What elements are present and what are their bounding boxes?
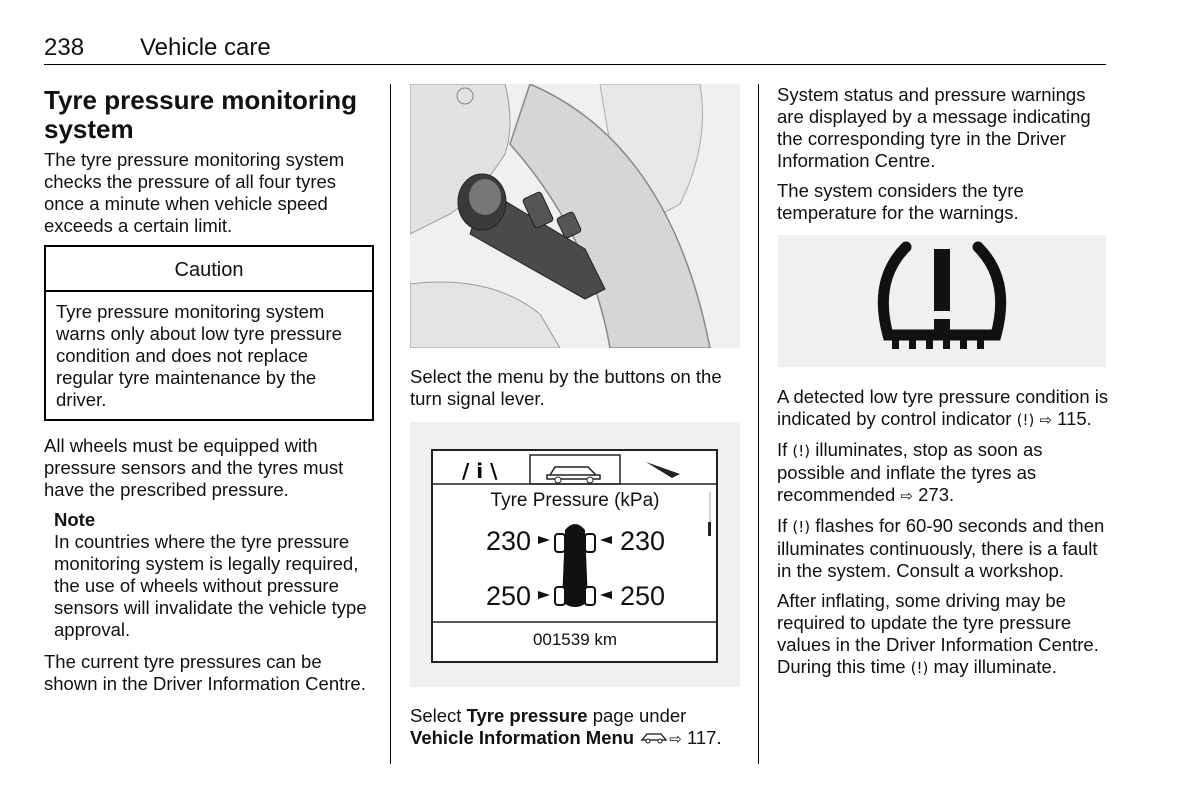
select-instruction: Select Tyre pressure page under Vehicle Information Menu ⇨ 117.	[410, 705, 722, 748]
arrow-reference-icon: ⇨	[1039, 411, 1053, 429]
vehicle-info-menu-label: Vehicle Information Menu	[410, 727, 635, 748]
front-left-pressure: 230	[486, 526, 532, 556]
illuminates-paragraph: If (!) illuminates, stop as soon as possible and inflate the tyres as recommended ⇨ 273.	[777, 439, 1043, 505]
status-paragraph: System status and pressure warnings are displayed by a message indicating the corresponding tyre in the Driver Information Centre.	[777, 84, 1091, 171]
temperature-paragraph: The system considers the tyre temperature for the warnings.	[777, 180, 1024, 223]
display-title: Tyre Pressure (kPa)	[490, 490, 660, 511]
column-1	[44, 86, 374, 703]
odometer: 001539 km	[532, 630, 618, 649]
rear-right-pressure: 250	[620, 581, 666, 611]
column-3-top	[777, 84, 1112, 232]
turn-signal-lever-illustration	[410, 84, 740, 348]
header-rule	[44, 64, 1106, 65]
column-divider-2	[758, 84, 759, 764]
current-pressures-paragraph: The current tyre pressures can be shown in the Driver Information Centre.	[44, 651, 366, 694]
page-title: Tyre pressure monitoring system	[44, 85, 358, 144]
svg-text:/ i \: / i \	[462, 459, 498, 483]
note-box	[54, 509, 374, 641]
rear-left-pressure: 250	[486, 581, 532, 611]
dic-display-illustration	[410, 422, 740, 687]
caution-body: Tyre pressure monitoring system warns only about low tyre pressure condition and does not replace regular tyre maintenance by the driver.	[56, 301, 342, 410]
column-3-bottom	[777, 386, 1112, 687]
caution-title: Caution	[46, 247, 372, 292]
car-icon	[639, 727, 669, 748]
flashes-paragraph: If (!) flashes for 60-90 seconds and then illuminates continuously, there is a fault in the system. Consult a workshop.	[777, 515, 1105, 581]
tyre-pressure-label: Tyre pressure	[466, 705, 588, 726]
page-header	[44, 34, 271, 62]
wheels-paragraph: All wheels must be equipped with pressure sensors and the tyres must have the prescribed pressure.	[44, 435, 344, 500]
tyre-pressure-indicator-icon: (!)	[1016, 411, 1035, 429]
tyre-pressure-indicator-icon: (!)	[792, 442, 811, 460]
arrow-reference-icon: ⇨	[669, 730, 682, 748]
page-number: 238	[44, 34, 85, 61]
caution-box	[44, 245, 374, 421]
indicator-paragraph: A detected low tyre pressure condition is indicated by control indicator (!) ⇨ 115.	[777, 386, 1109, 429]
tyre-pressure-warning-icon	[778, 235, 1106, 367]
tyre-pressure-indicator-icon: (!)	[792, 518, 811, 536]
intro-paragraph: The tyre pressure monitoring system checks the pressure of all four tyres once a minute when vehicle speed exceeds a certain limit.	[44, 149, 345, 236]
after-inflating-paragraph: After inflating, some driving may be required to update the tyre pressure values in the Driver Information Centre. During this time (!) may illuminate.	[777, 590, 1099, 677]
tyre-pressure-indicator-icon: (!)	[910, 659, 929, 677]
lever-caption: Select the menu by the buttons on the turn signal lever.	[410, 366, 722, 409]
front-right-pressure: 230	[620, 526, 666, 556]
note-title: Note	[54, 509, 96, 530]
note-body: In countries where the tyre pressure monitoring system is legally required, the use of wheels without pressure sensors will invalidate the vehicle type approval.	[54, 531, 367, 640]
column-divider-1	[390, 84, 391, 764]
section-title: Vehicle care	[140, 34, 271, 61]
arrow-reference-icon: ⇨	[900, 487, 913, 505]
